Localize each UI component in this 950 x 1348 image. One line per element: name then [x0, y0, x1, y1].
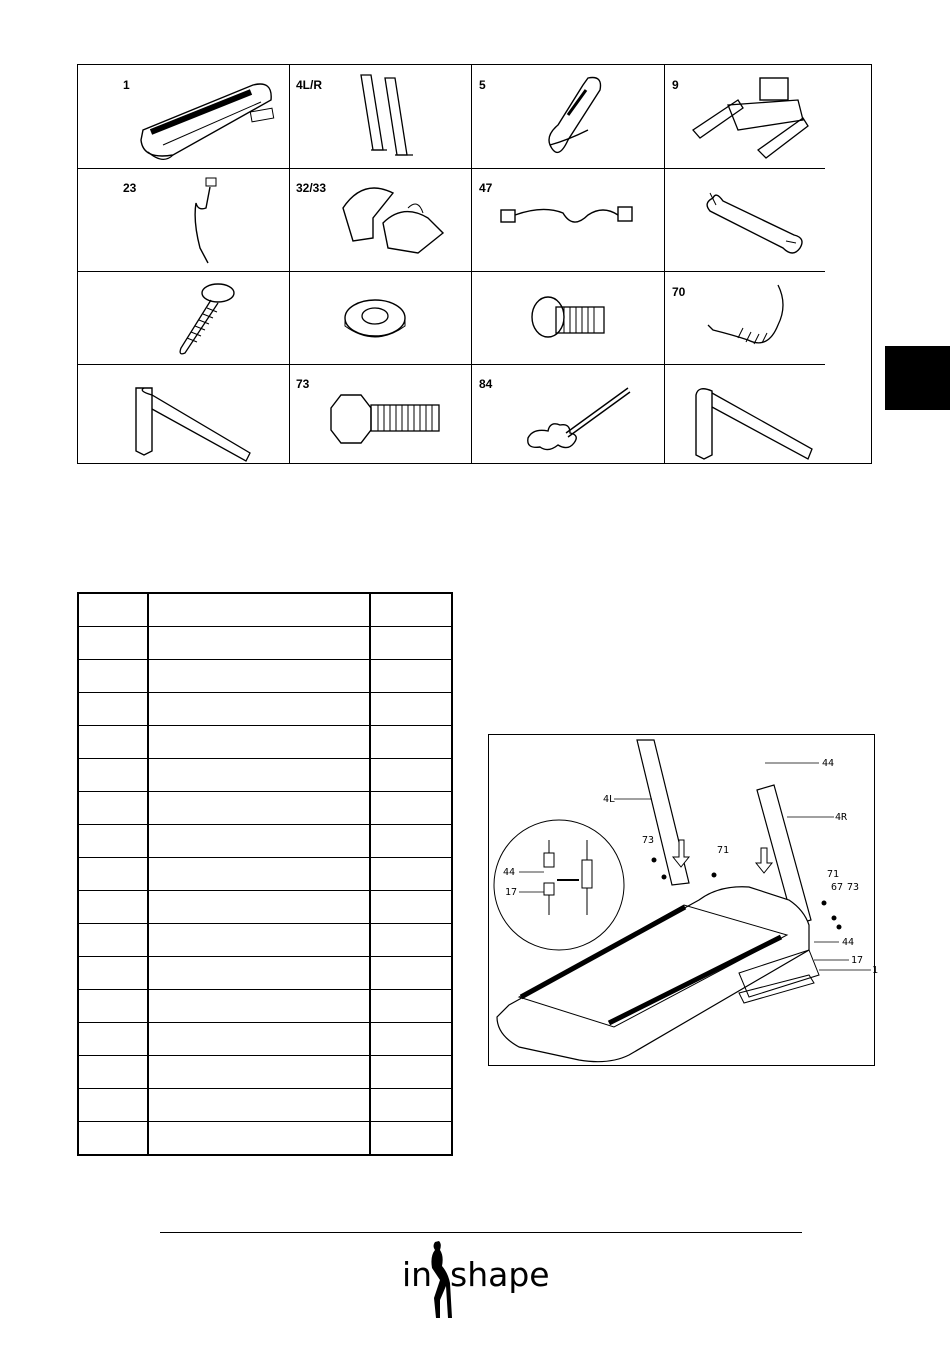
logo-text-in: in — [402, 1255, 433, 1294]
table-row — [78, 627, 452, 660]
treadmill-deck-icon — [133, 70, 278, 165]
table-row — [78, 726, 452, 759]
cable-icon — [493, 185, 653, 245]
part-label: 4L/R — [296, 78, 323, 92]
table-row — [78, 825, 452, 858]
table-row — [78, 1122, 452, 1156]
safety-key-icon — [178, 173, 228, 268]
parts-list-table — [77, 592, 453, 1156]
callout-label: 44 — [842, 937, 855, 948]
cross-screwdriver-icon — [518, 383, 638, 458]
table-row — [78, 990, 452, 1023]
table-row — [78, 593, 452, 627]
table-row — [78, 924, 452, 957]
handle-cover-icon — [538, 70, 618, 165]
table-row — [78, 1023, 452, 1056]
callout-label: 73 — [847, 882, 860, 893]
table-row — [78, 957, 452, 990]
part-label: 1 — [123, 78, 130, 92]
callout-label: 1 — [872, 965, 879, 976]
callout-label: 4R — [835, 812, 848, 823]
wrench-icon — [698, 183, 808, 263]
bolt-icon — [526, 287, 616, 352]
table-row — [78, 1056, 452, 1089]
screw-icon — [163, 278, 243, 363]
table-row — [78, 891, 452, 924]
footer-divider — [160, 1232, 802, 1233]
part-label: 9 — [672, 78, 679, 92]
coiled-cable-icon — [698, 280, 798, 360]
allen-key-icon — [128, 383, 258, 463]
parts-grid — [77, 64, 872, 464]
part-label: 23 — [123, 181, 137, 195]
part-label: 32/33 — [296, 181, 327, 195]
washer-icon — [340, 290, 410, 350]
upright-posts-icon — [353, 70, 433, 165]
table-row — [78, 660, 452, 693]
callout-label: 44 — [822, 758, 835, 769]
logo-text-shape: shape — [450, 1255, 550, 1294]
callout-label: 17 — [851, 955, 864, 966]
table-row — [78, 759, 452, 792]
table-row — [78, 792, 452, 825]
inshape-logo — [402, 1238, 552, 1320]
hex-bolt-icon — [326, 390, 446, 450]
part-label: 70 — [672, 285, 686, 299]
callout-label: 4L — [603, 794, 616, 805]
assembly-diagram — [488, 734, 879, 1066]
part-label: 5 — [479, 78, 486, 92]
part-label: 84 — [479, 377, 493, 391]
callout-label: 17 — [505, 887, 518, 898]
table-row — [78, 1089, 452, 1122]
base-covers-icon — [333, 173, 453, 268]
callout-label: 71 — [827, 869, 840, 880]
part-label: 73 — [296, 377, 310, 391]
callout-label: 44 — [503, 867, 516, 878]
callout-label: 73 — [642, 835, 655, 846]
part-label: 47 — [479, 181, 493, 195]
allen-key-large-icon — [688, 383, 818, 463]
section-tab — [885, 346, 950, 410]
table-row — [78, 693, 452, 726]
callout-label: 67 — [831, 882, 844, 893]
console-icon — [688, 70, 818, 165]
callout-label: 71 — [717, 845, 730, 856]
table-row — [78, 858, 452, 891]
